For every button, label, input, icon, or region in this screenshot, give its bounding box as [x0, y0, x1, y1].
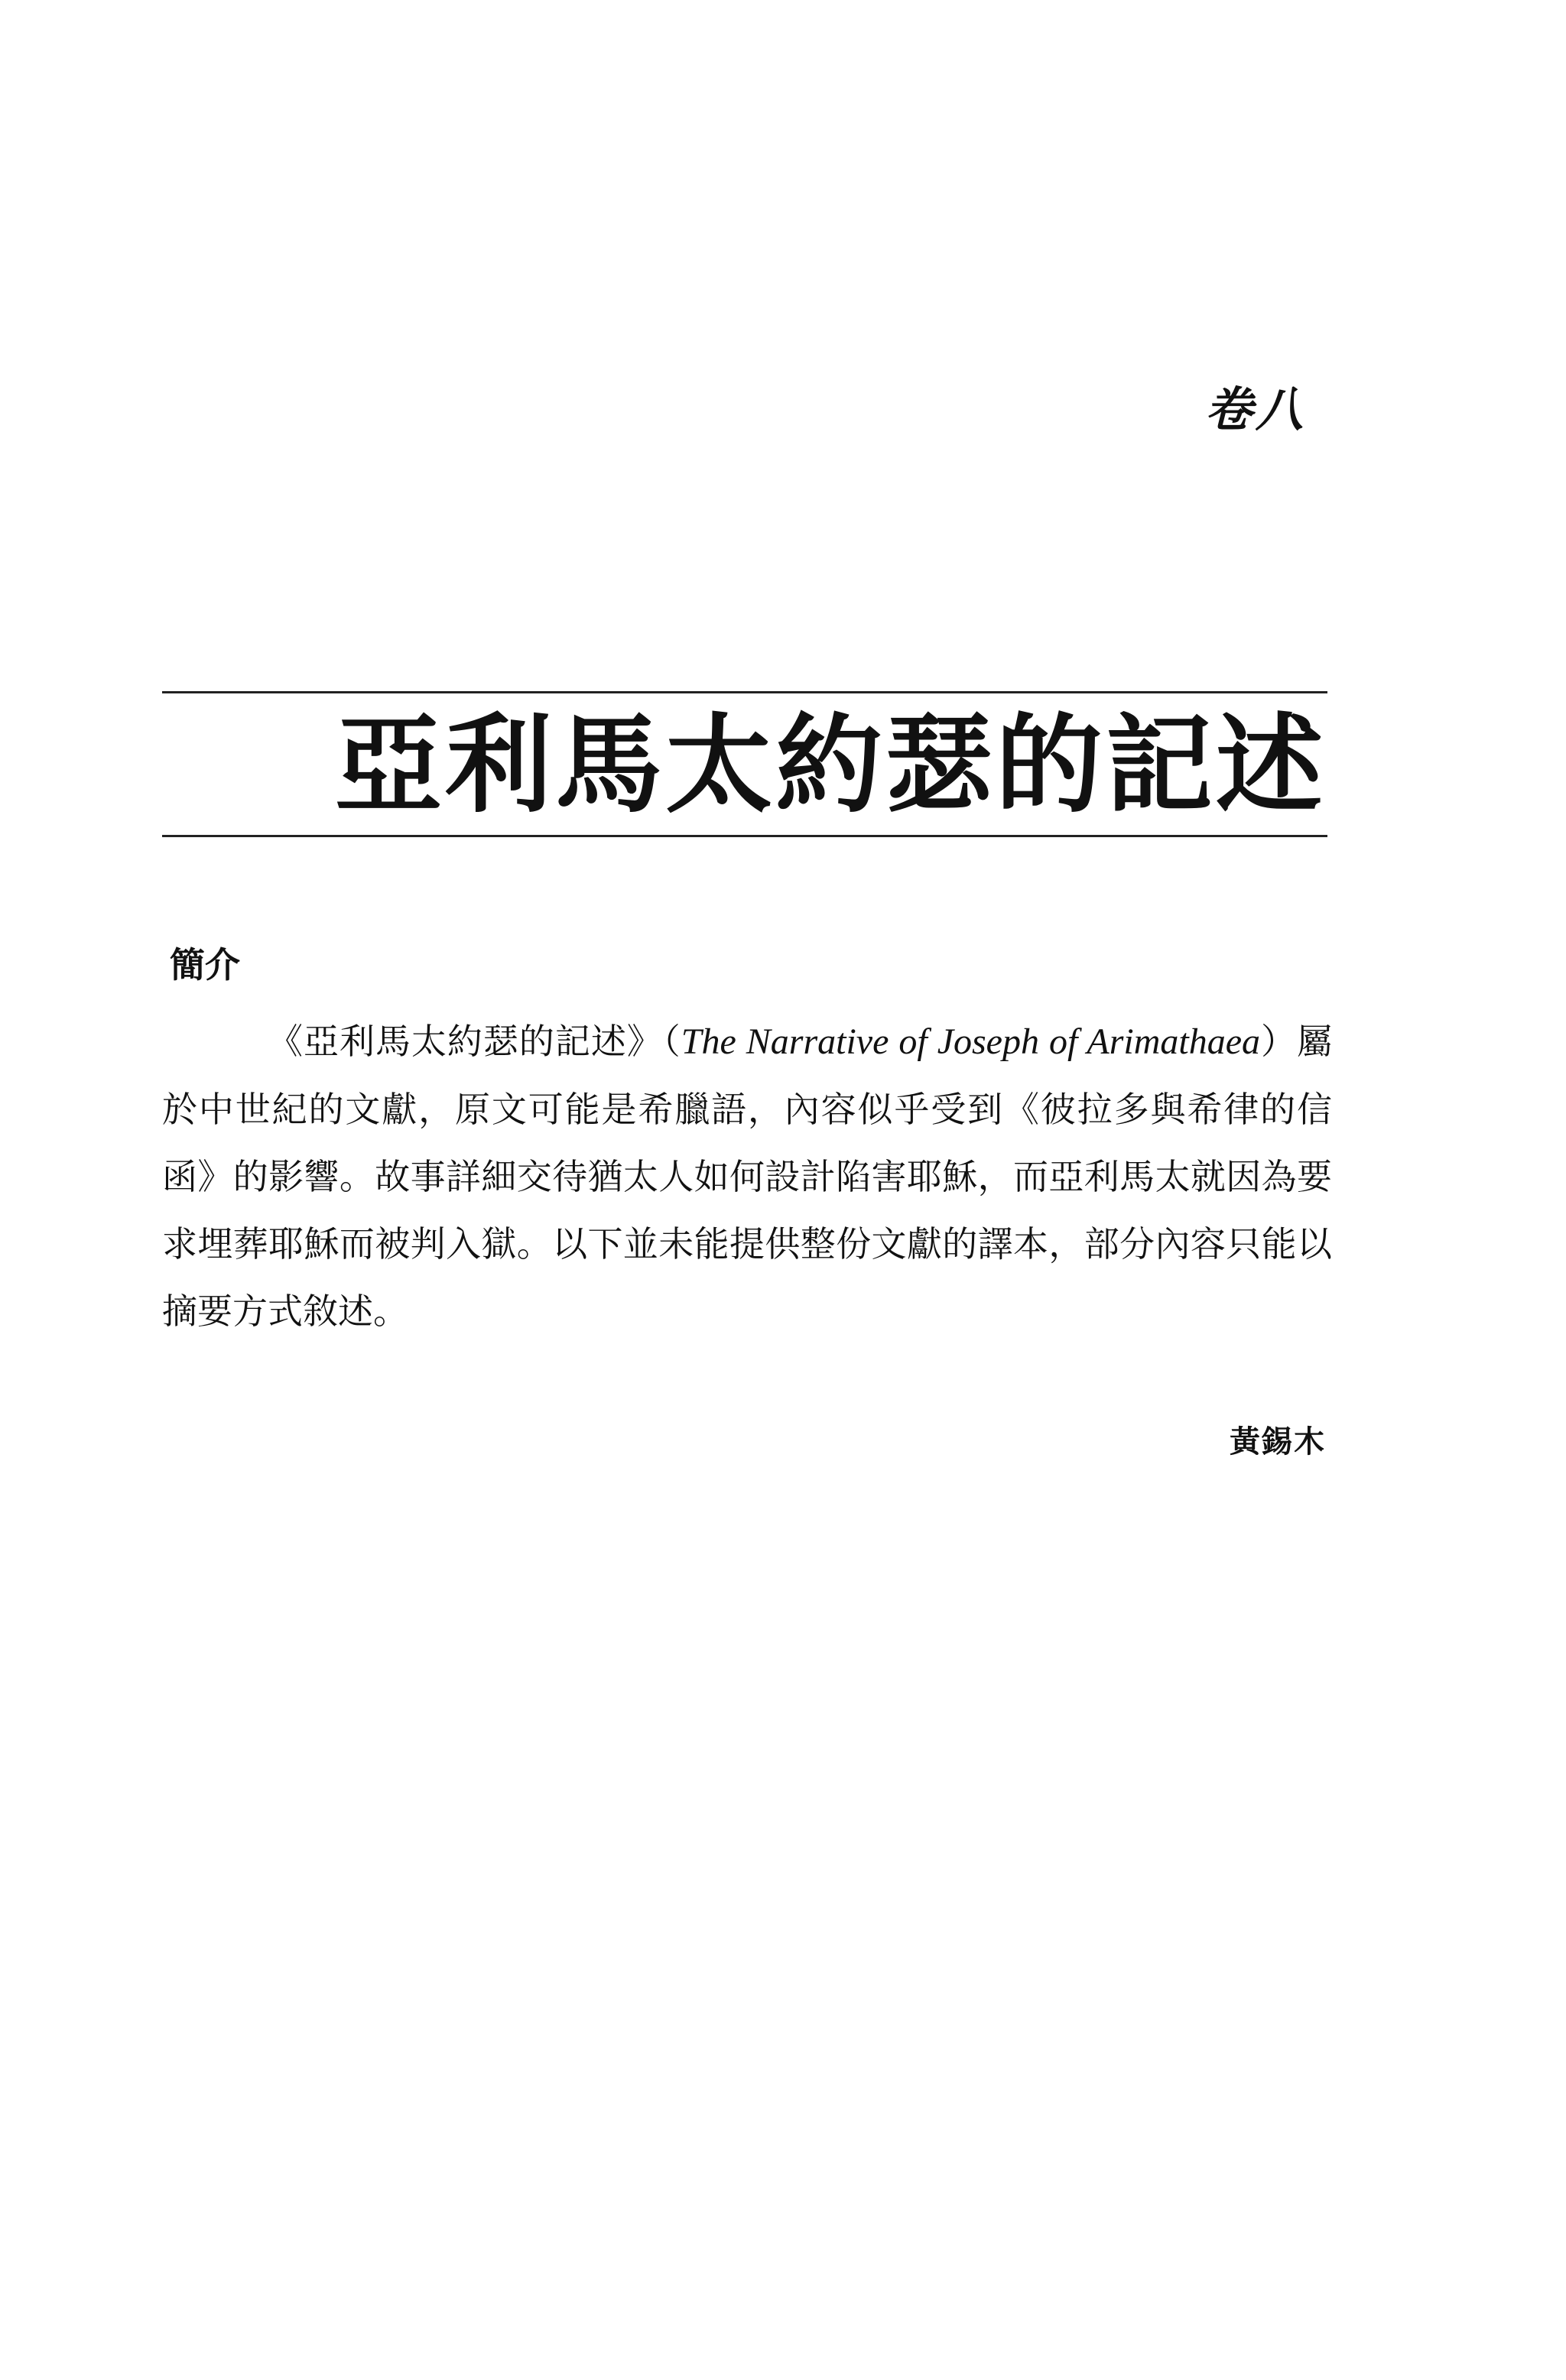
volume-label: 卷八 [1204, 382, 1306, 437]
chapter-title: 亞利馬太約瑟的記述 [334, 703, 1326, 828]
title-rule-top [162, 691, 1327, 693]
intro-english-title: The Narrative of Joseph of Arimathaea [681, 1021, 1261, 1062]
intro-text-part1: 《亞利馬太約瑟的記述》（ [268, 1021, 681, 1062]
intro-text-part2: ）屬於中世紀的文獻，原文可能是希臘語，內容似乎受到《彼拉多與希律的信函》的影響。故事詳細交待猶太人如何設計陷害耶穌，而亞利馬太就因為要求埋葬耶穌而被判入獄。以下並未能提供整份文獻的譯本，部分內容只能以摘要方式敘述。 [162, 1021, 1333, 1332]
author-name: 黃錫木 [1230, 1424, 1326, 1459]
intro-paragraph [162, 1008, 1332, 1345]
title-rule-bottom [162, 835, 1327, 837]
section-heading: 簡介 [170, 944, 240, 985]
